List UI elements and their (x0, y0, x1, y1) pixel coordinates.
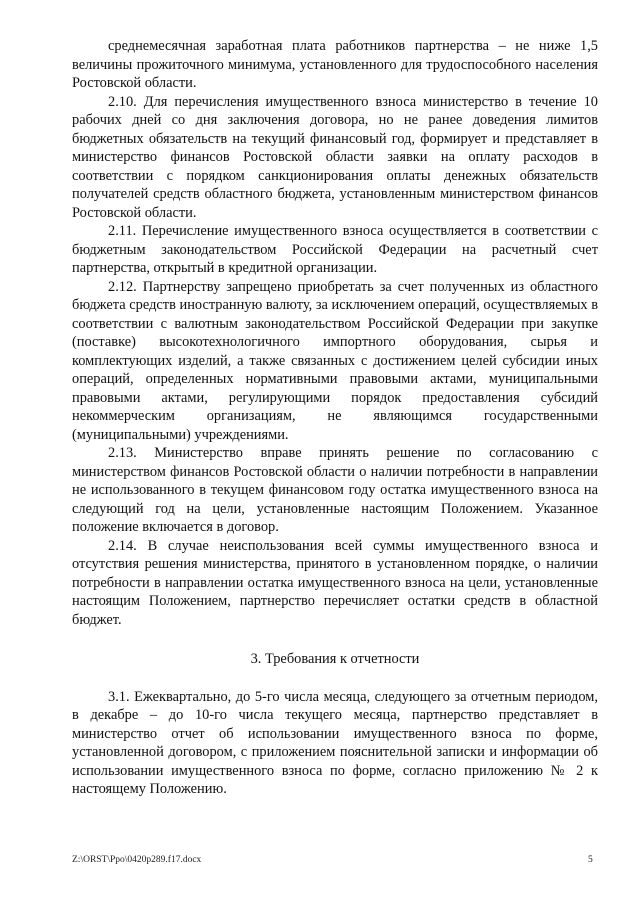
paragraph-2-10: 2.10. Для перечисления имущественного взноса министерство в течение 10 рабочих дней со дня заключения договора, но не ранее доведения лимитов бюджетных обязательств на текущий финансовый год, формирует и представляет в министерство финансов Ростовской области заявки на оплату расходов в соответствии с порядком санкционирования оплаты денежных обязательств получателей средств областного бюджета, установленным министерством финансов Ростовской области. (72, 93, 598, 221)
paragraph-2-13: 2.13. Министерство вправе принять решение по согласованию с министерством финансов Ростовской области о наличии потребности в направлении не использованного в текущем финансовом году остатка имущественного взноса на следующий год на цели, установленные настоящим Положением. Указанное положение включается в договор. (72, 445, 598, 535)
paragraph-2-12: 2.12. Партнерству запрещено приобретать за счет полученных из областного бюджета средств иностранную валюту, за исключением операций, осуществляемых в соответствии с валютным законодательством Российской Федерации при закупке (поставке) высокотехнологичного импортного оборудования, сырья и комплектующих изделий, а также связанных с достижением целей субсидии иных операций, определенных нормативными правовыми актами, муниципальными правовыми актами, регулирующими порядок предоставления субсидий некоммерческим организациям, не являющимся государственными (муниципальными) учреждениями. (72, 278, 598, 443)
section-title: 3. Требования к отчетности (250, 651, 420, 667)
footer-file-path: Z:\ORST\Ppo\0420p289.f17.docx (72, 855, 202, 865)
footer-page-number: 5 (588, 855, 593, 865)
paragraph-2-11: 2.11. Перечисление имущественного взноса осуществляется в соответствии с бюджетным законодательством Российской Федерации на расчетный счет партнерства, открытый в кредитной организации. (72, 223, 598, 276)
paragraph-3-1: 3.1. Ежеквартально, до 5-го числа месяца, следующего за отчетным периодом, в декабре – до 10-го числа текущего месяца, партнерство представляет в министерство отчет об использовании имущественного взноса по форме, установленной договором, с приложением пояснительной записки и информации об использовании имущественного взноса по форме, согласно приложению № 2 к настоящему Положению. (72, 688, 598, 797)
paragraph-2-14: 2.14. В случае неиспользования всей суммы имущественного взноса и отсутствия решения министерства, принятого в установленном порядке, о наличии потребности в направлении остатка имущественного взноса на цели, установленные настоящим Положением, партнерство перечисляет остатки средств в областной бюджет. (72, 537, 598, 628)
document-body (72, 37, 598, 799)
paragraph-continuation: среднемесячная заработная плата работников партнерства – не ниже 1,5 величины прожиточного минимума, установленного для трудоспособного населения Ростовской области. (72, 38, 598, 91)
